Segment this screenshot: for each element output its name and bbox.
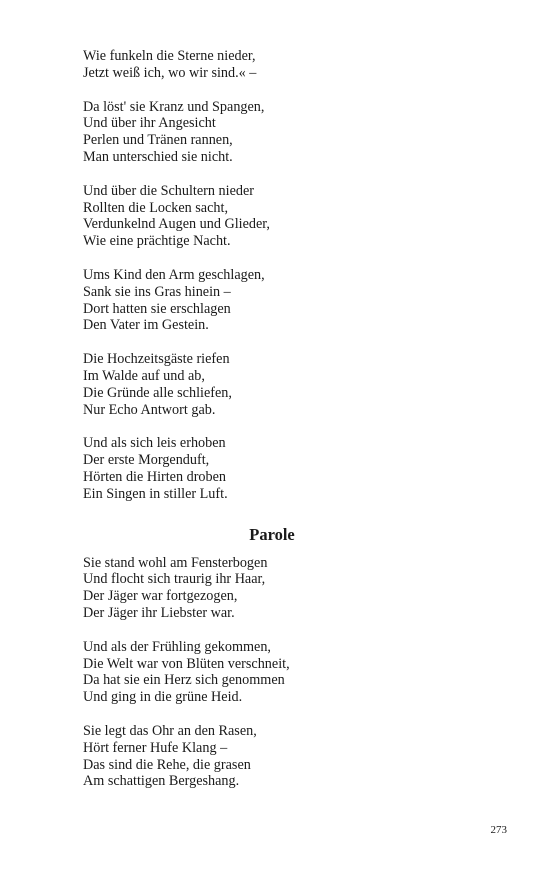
verse-line: Perlen und Tränen rannen, (83, 132, 233, 149)
verse-line: Und als der Frühling gekommen, (83, 638, 271, 655)
verse-line: Dort hatten sie erschlagen (83, 300, 231, 317)
poem-parole (83, 555, 503, 791)
verse-line: Rollten die Locken sacht, (83, 199, 228, 216)
verse-line: Und über ihr Angesicht (83, 115, 216, 132)
stanza (83, 351, 503, 418)
stanza (83, 555, 503, 622)
verse-line: Ums Kind den Arm geschlagen, (83, 266, 265, 283)
verse-line: Sank sie ins Gras hinein – (83, 283, 231, 300)
verse-line: Das sind die Rehe, die grasen (83, 756, 251, 773)
verse-line: Und als sich leis erhoben (83, 435, 226, 452)
verse-line: Jetzt weiß ich, wo wir sind.« – (83, 64, 257, 81)
verse-line: Nur Echo Antwort gab. (83, 401, 216, 418)
stanza (83, 267, 503, 334)
stanza (83, 183, 503, 250)
verse-line: Wie funkeln die Sterne nieder, (83, 48, 256, 64)
verse-line: Und flocht sich traurig ihr Haar, (83, 571, 266, 588)
verse-line: Ein Singen in stiller Luft. (83, 485, 228, 502)
stanza (83, 99, 503, 166)
verse-line: Da hat sie ein Herz sich genommen (83, 672, 285, 689)
verse-line: Hörten die Hirten droben (83, 468, 227, 485)
verse-line: Hört ferner Hufe Klang – (83, 739, 228, 756)
verse-line: Da löst' sie Kranz und Spangen, (83, 98, 265, 115)
verse-line: Und ging in die grüne Heid. (83, 689, 243, 706)
stanza (83, 723, 503, 790)
verse-line: Wie eine prächtige Nacht. (83, 233, 231, 250)
verse-line: Man unterschied sie nicht. (83, 148, 233, 165)
verse-line: Die Hochzeitsgäste riefen (83, 351, 230, 368)
book-page (83, 48, 503, 807)
verse-line: Der Jäger ihr Liebster war. (83, 604, 235, 621)
verse-line: Im Walde auf und ab, (83, 367, 205, 384)
verse-line: Die Welt war von Blüten verschneit, (83, 655, 290, 672)
verse-line: Der erste Morgenduft, (83, 452, 210, 469)
page-number: 273 (490, 824, 507, 836)
stanza (83, 639, 503, 706)
verse-line: Am schattigen Bergeshang. (83, 773, 240, 790)
verse-line: Sie legt das Ohr an den Rasen, (83, 722, 257, 739)
verse-line: Der Jäger war fortgezogen, (83, 588, 238, 605)
verse-line: Die Gründe alle schliefen, (83, 384, 232, 401)
poem-title: Parole (249, 524, 295, 544)
verse-line: Verdunkelnd Augen und Glieder, (83, 216, 270, 233)
poem-continued (83, 48, 503, 503)
stanza (83, 48, 503, 82)
stanza (83, 435, 503, 502)
verse-line: Sie stand wohl am Fensterbogen (83, 554, 268, 571)
verse-line: Und über die Schultern nieder (83, 182, 254, 199)
verse-line: Den Vater im Gestein. (83, 317, 209, 334)
